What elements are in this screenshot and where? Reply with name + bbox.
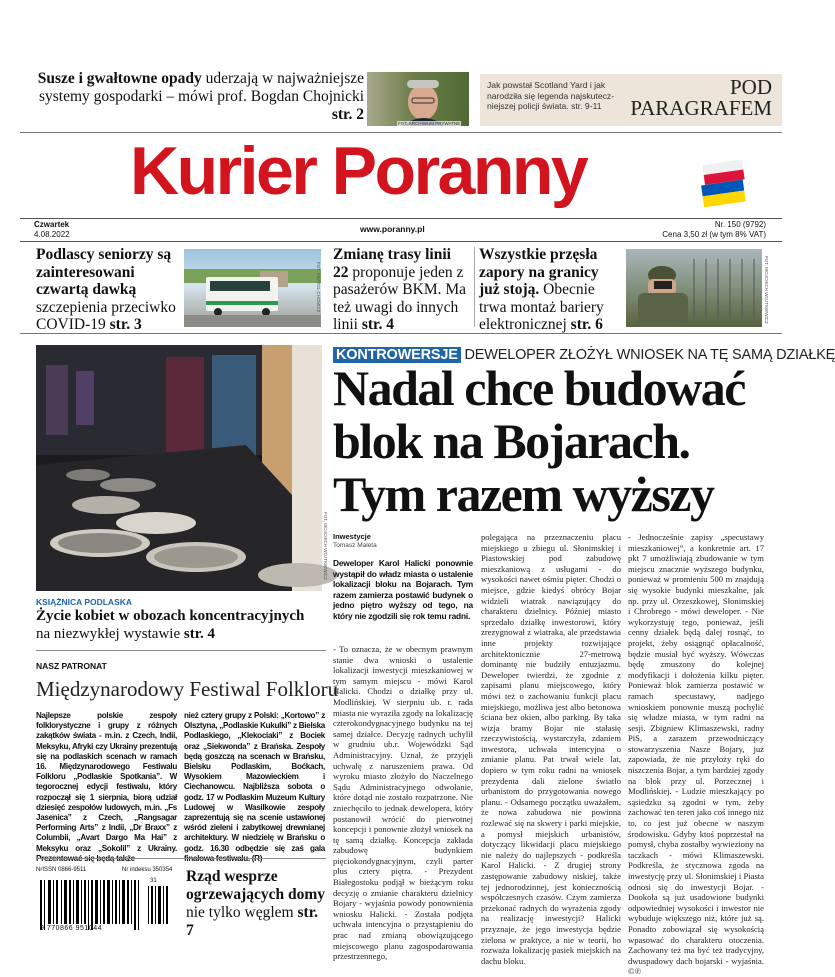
teaser-divider — [474, 247, 475, 327]
issn: NrISSN 0866-9511 — [36, 867, 87, 873]
heating-page: str. 7 — [186, 904, 319, 939]
library-subline: na niezwykłej wystawie — [36, 626, 181, 642]
supplement-title — [630, 77, 772, 119]
exhibition-photo-credit: FOT. WOJCIECH WOJTKIEWICZ — [323, 512, 328, 580]
masthead-title[interactable]: Kurier Poranny — [130, 133, 587, 209]
issue-price: Cena 3,50 zł (w tym 8% VAT) — [662, 230, 766, 239]
main-title-3: Tym razem wyższy — [333, 466, 714, 522]
photo-credit: FOT. ARCHIWUM PRYWATNE — [398, 121, 461, 126]
top-teaser-page: str. 2 — [331, 106, 364, 123]
festival-col2: nież cztery grupy z Polski: „Kortowo” z Olsztyna, „Podlaskie Kukulki” z Bielska Podlaskiego, „Klekociaki” z Bociek oraz „Siekwonda” z Brańska. Zespoły będą goszczą na scenach w Brańsku, Bielsku Podlaskim, Boćkach, Wysokiem Mazowieckiem i Ciechanowcu. Najbliższa sobota o godz. 17 w Podlaskim Muzeum Kultury Ludowej w Wasilkowie zespoły zaprezentują się na scenie ustawionej wśród zieleni i zabytkowej drewnianej architektury. W niedzielę w Brańsku o godz. 16.30 odbędzie się zaś gala — [184, 711, 325, 853]
exhibition-photo — [36, 345, 322, 591]
soldier-photo — [626, 249, 762, 327]
library-teaser[interactable] — [36, 607, 326, 643]
main-title[interactable] — [333, 362, 745, 521]
heating-bold: Rząd wesprze ogrzewających domy — [186, 868, 326, 903]
festival-kicker: NASZ PATRONAT — [36, 661, 107, 671]
teaser-seniors-text: szczepienia przeciwko COVID-19 — [36, 298, 176, 333]
barcode-issue: 31 — [150, 878, 157, 884]
index-number: Nr indeksu 350354 — [122, 867, 173, 873]
supplement-title-1: POD — [729, 75, 772, 99]
soldier-photo-credit: FOT. WOJCIECH WOJTKIEWICZ — [764, 256, 769, 324]
main-col3: - Jednocześnie zapisy „specustawy mieszkaniowej”, a konkretnie art. 17 pkt 7 umożliwiają zbudowanie w tym miejscu znacznie wyższego budynku, ponieważ w promieniu 500 m znajdują się wysokie budynki mieszkalne, jak np. przy ul. Orzeszkowej, Słonimskiej i Chrobrego - mówi deweloper. - Nie wykorzystuję tego, ponieważ, jeśli cenny działek będą dalej rosnąć, to projekt, żeby osiągnąć opłacalność, będzie musiał być wyższy. Wówczas będę zmuszony do kolejnej modyfikacji i dołożenia kilku pięter. Ponieważ blok zamierza postawić w ramach specustawy, nadjego wnioskiem ponownie muszą pochylić się władze miasta, w tym radni na sesji. Zbigniew Klimaszewski, radny PiS, a zarazem przewodniczący stowarzyszenia Nasze Bojary, już zapowiada, że nie przyłoży ręki do niszczenia Bojar, a tym bardziej zgody na blok przy ul. Porzecznej i Modlińskiej. - Ludzie mieszkający po sąsiedzku są zgodni w tym, żeby zachować ten teren jako coś innego niż to, co jest już obecne w naszym środowisku. Gdyby ktoś poprzestał na pomysł, chyba zostałby wywieziony na taczkach - mówi Klimaszewski. Podkreśla, że stycznowa zgoda na inwestycję przy ul. Słonimskiej i Piasta odnosi się do inwestycji Bojar. - Dookoła są już usadowione budynki odpowiedniej wysokości i inwestor nie wybuduje większego niż, które już są. Ponadto zobowiązał się wysokością wpasować do charakteru otoczenia. Zachowany też ma być też tradycyjny, dwuspadowy dach bojarski - wyjaśnia. ©℗ — [628, 532, 764, 977]
professor-photo — [367, 72, 469, 126]
top-teaser-line2: systemy gospodarki – mówi prof. Bogdan Chojnicki — [38, 88, 364, 105]
main-subhead-text: DEWELOPER ZŁOŻYŁ WNIOSEK NA TĘ SAMĄ DZIAŁKĘ — [464, 347, 835, 363]
top-teaser[interactable] — [24, 70, 364, 124]
top-teaser-bold: Susze i gwałtowne opady — [37, 70, 202, 87]
supplement-text-body: Jak powstał Scotland Yard i jak narodziła się legenda najskutecz-niejszej policji świata. — [487, 80, 615, 111]
top-teaser-rest: uderzają w najważniejsze — [201, 70, 364, 87]
main-col2: polegająca na przeznaczeniu placu miejskiego u zbiegu ul. Słonimskiej i Piastowskiej pod zabudowę mieszkaniową z usługami - do wysokości nawet ośmiu pięter. Chodzi o miejsce, gdzie kiedyś obrócy Bojar widzieli wiatrak nawiązujący do charakteru dzielnicy. Później miasto sprzedało działkę inwestorowi, który zrezygnował z wiatraka, ale przedstawia inne projekty rozwijające architektonicznie 27-metrową dominantę nie budziły entuzjazmu. Deweloper twierdzi, że zgodnie z zapisami planu miejscowego, który mówi też o zachowaniu funkcji placu miejskiego, możliwa jest albo betonowa ściana bez okien, albo parking. By taka wizja bramy Bojar nie stałasię rzeczywistością, wystarczyła, zdaniem inwestora, uchwała intencyjna o zmianie planu. Pat trwał wiele lat, dopiero w tym roku radni na wniosek prezydenta dali zielone światło urbanistom do przygotowania nowego planu. - Odsamego początku uważałem, że nowa zabudowa nie powinna rozlewać się na skwery i parki miejskie, a pomysł miejskich urbanistów, dotyczący likwidacji placu miejskiego nie należy do najlepszych - podkreśla Karol Halicki. - Z drugiej strony zastępowanie zabudowy niskiej, także tej jednorodzinnej, jest koniecznością współczesnych czasów. Czym zamierza przekonać radnych do wyrażenia zgody na realizację inwestycji? Halicki przyznaje, że jego inwestycja będzie zielona w praktyce, a nie w teorii, bo rozważa lokalizację pasiek miejskich na dachu bloku. — [481, 532, 621, 966]
library-kicker: KSIĄŻNICA PODLASKA — [36, 597, 133, 607]
bus-photo — [184, 249, 321, 327]
bus-photo-credit: FOT. ANATOL CHOMICZ — [316, 262, 321, 313]
teaser-bus-bold: Zmianę trasy linii 22 — [333, 246, 451, 281]
library-page: str. 4 — [183, 626, 215, 642]
teaser-seniors-bold: Podlascy seniorzy są zainteresowani czwartą dawką — [36, 246, 172, 298]
main-section: Inwestycje — [333, 532, 371, 541]
main-title-1: Nadal chce budować — [333, 360, 745, 416]
festival-headline[interactable]: Międzynarodowy Festiwal Folkloru — [36, 677, 339, 701]
flags-icon — [693, 158, 759, 208]
teaser-border-text: Obecnie trwa montaż bariery elektronicznej — [479, 281, 604, 333]
main-title-2: blok na Bojarach. — [333, 413, 690, 469]
supplement-title-2: PARAGRAFEM — [630, 96, 772, 120]
main-col1: - To oznacza, że w obecnym prawnym stanie dwa wnioski o ustalenie lokalizacji inwestycji mieszkaniowej w tym samym miejscu - mówi Karol Halicki. Chodzi o działkę przy ul. Modlińskiej. W sierpniu ub. r. rada miasta nie wyraziła zgody na lokalizację czterokondygnacyjnego budynku na tej samej działce. Decyzję radnych uchylił w grudniu ub.r. Wojewódzki Sąd Administracyjny. Uznał, że przyjęli uchwałę z naruszeniem prawa. Od wyroku miasto złożyło do Naczelnego Sądu Administracyjnego odwołanie, które dotąd nie zostało rozpatrzone. Nie zniechęciło to jednak dewelopera, który postanowił wrócić do pierwotnej koncepcji i ponownie złożył wniosek na tę samą działkę. Koncepcja zakłada zabudowę budynkiem pięciokondygnacyjnym, czyli parter plus cztery piętra. - Prezydent Białegostoku podjął w bieżącym roku decyzję o zmianie charakteru dzielnicy Bojary - wyjaśnia powody ponownienia wniosku Halicki. - Została podjęta uchwała intencyjna o przystąpieniu do prac nad zmianą obowiązującego miejscowego planu zagospodarowania przestrzennego, — [333, 644, 473, 962]
teaser-border[interactable] — [479, 246, 619, 334]
teaser-seniors-page: str. 3 — [109, 316, 142, 333]
supplement-text — [487, 80, 642, 112]
professor-portrait — [367, 72, 469, 126]
masthead-line-bottom — [20, 241, 782, 242]
teaser-bus-text: proponuje jeden z pasażerów BKM. Ma też uwagi do innych linii — [333, 263, 467, 333]
library-headline: Życie kobiet w obozach koncentracyjnych — [36, 608, 305, 624]
heating-teaser[interactable] — [186, 868, 326, 940]
website-link[interactable]: www.poranny.pl — [360, 224, 425, 234]
teaser-border-bold: Wszystkie przęsła zapory na granicy już stoją. — [479, 246, 599, 298]
main-author: Tomasz Maleta — [333, 542, 377, 549]
issue-day: Czwartek — [34, 220, 70, 229]
left-divider-2 — [36, 858, 326, 859]
issue-number: Nr. 150 (9792) — [714, 220, 766, 229]
supplement-box[interactable] — [480, 74, 782, 126]
bus-illustration — [184, 249, 321, 327]
supplement-pages: str. 9-11 — [571, 101, 602, 111]
festival-col1: Najlepsze polskie zespoły folklorystyczne i grupy z różnych zakątków świata - m.in. z Czech, Indii, Meksyku, Afryki czy Ukrainy prezentują się na podlaskich scenach w ramach 16. Międzynarodowego Festiwalu Folkloru „Podlaskie Spotkania”. W tegorocznej edycji festiwalu, który rozpoczął się 1 sierpnia, biorą udział dziesięć zespołów ludowych, m.in. „Fs Jasenica” z Czech, „Rangsagar Performing Arts” z Indii, „Dr Braxx” z Columbii, „Avart Dargo Ma Hai” z Meksyku oraz „Sokolil” z Ukrainy. — [36, 711, 177, 853]
teaser-border-page: str. 6 — [570, 316, 603, 333]
teaser-bus-line[interactable] — [333, 246, 468, 334]
main-lead: Deweloper Karol Halicki ponownie wystąpił do władz miasta o ustalenie lokalizacji bloku na Bojarach. Tym razem zamierza postawić budynek o jedno piętro wyższy od tego, na który nie zgodzili się rok temu radni. — [333, 558, 473, 621]
heating-rest: nie tylko węglem — [186, 904, 294, 921]
teaser-row-line — [20, 333, 782, 334]
masthead-line — [20, 218, 782, 219]
soldier-illustration — [626, 249, 762, 327]
barcode-number: 9 770866 951044 — [40, 925, 102, 932]
teaser-seniors[interactable] — [36, 246, 182, 334]
left-divider-1 — [36, 650, 326, 651]
issue-date: 4.08.2022 — [34, 230, 70, 239]
main-kicker: KONTROWERSJE — [333, 347, 461, 363]
exhibition-illustration — [36, 345, 322, 591]
teaser-bus-page: str. 4 — [361, 316, 395, 333]
